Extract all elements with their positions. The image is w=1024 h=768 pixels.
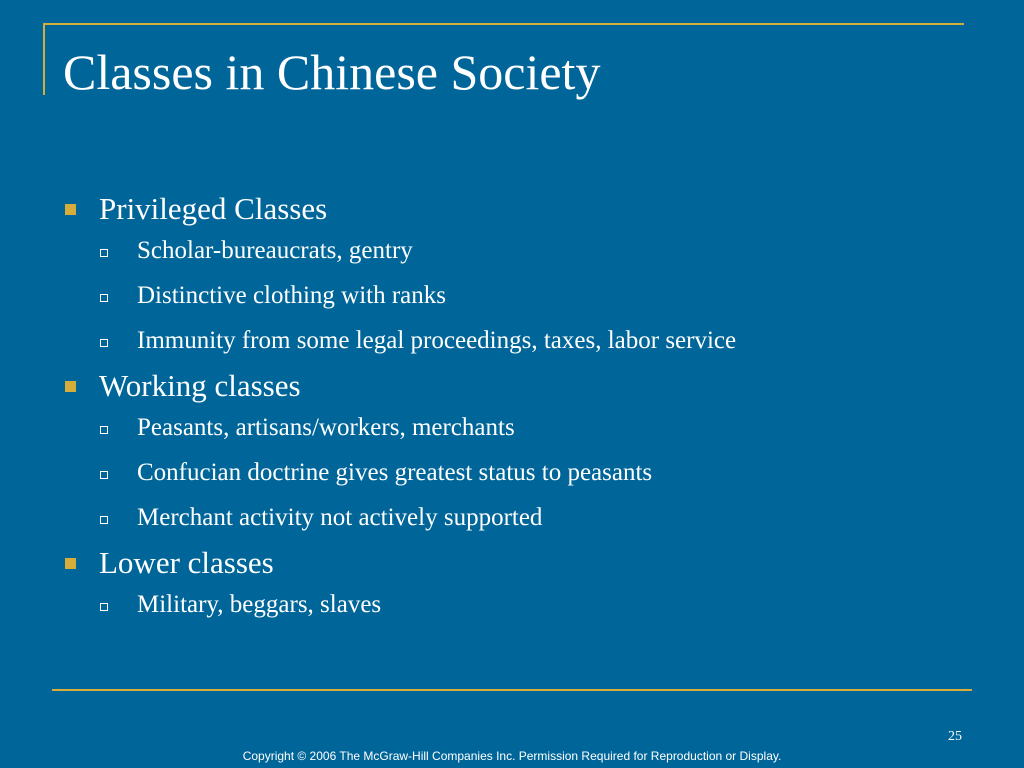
copyright-notice: Copyright © 2006 The McGraw-Hill Companies Inc. Permission Required for Reproduction or Display. — [242, 749, 782, 763]
hollow-square-bullet-icon — [100, 339, 108, 347]
list-item — [62, 501, 962, 535]
hollow-square-bullet-icon — [100, 516, 108, 524]
filled-square-bullet-icon — [65, 204, 76, 215]
list-item-text: Immunity from some legal proceedings, taxes, labor service — [137, 327, 737, 354]
top-frame-line — [43, 23, 964, 25]
left-frame-line — [43, 23, 45, 95]
filled-square-bullet-icon — [65, 381, 76, 392]
slide-title: Classes in Chinese Society — [63, 44, 601, 100]
list-item — [62, 279, 962, 313]
page-number: 25 — [948, 729, 962, 744]
list-item — [62, 456, 962, 490]
bullet-list — [62, 188, 962, 633]
list-item-text: Confucian doctrine gives greatest status to peasants — [137, 459, 653, 486]
section-heading-privileged — [62, 188, 962, 230]
list-item — [62, 588, 962, 622]
hollow-square-bullet-icon — [100, 294, 108, 302]
section-heading-text: Lower classes — [99, 545, 274, 580]
hollow-square-bullet-icon — [100, 471, 108, 479]
list-item-text: Peasants, artisans/workers, merchants — [137, 414, 515, 441]
list-item — [62, 234, 962, 268]
list-item-text: Military, beggars, slaves — [137, 591, 382, 618]
filled-square-bullet-icon — [65, 558, 76, 569]
list-item — [62, 411, 962, 445]
footer-divider — [52, 689, 972, 691]
hollow-square-bullet-icon — [100, 426, 108, 434]
section-heading-text: Working classes — [99, 368, 301, 403]
section-heading-working — [62, 365, 962, 407]
section-heading-text: Privileged Classes — [99, 191, 328, 226]
hollow-square-bullet-icon — [100, 249, 108, 257]
hollow-square-bullet-icon — [100, 603, 108, 611]
list-item-text: Scholar-bureaucrats, gentry — [137, 237, 413, 264]
list-item — [62, 324, 962, 358]
section-heading-lower — [62, 542, 962, 584]
list-item-text: Distinctive clothing with ranks — [137, 282, 446, 309]
list-item-text: Merchant activity not actively supported — [137, 504, 543, 531]
